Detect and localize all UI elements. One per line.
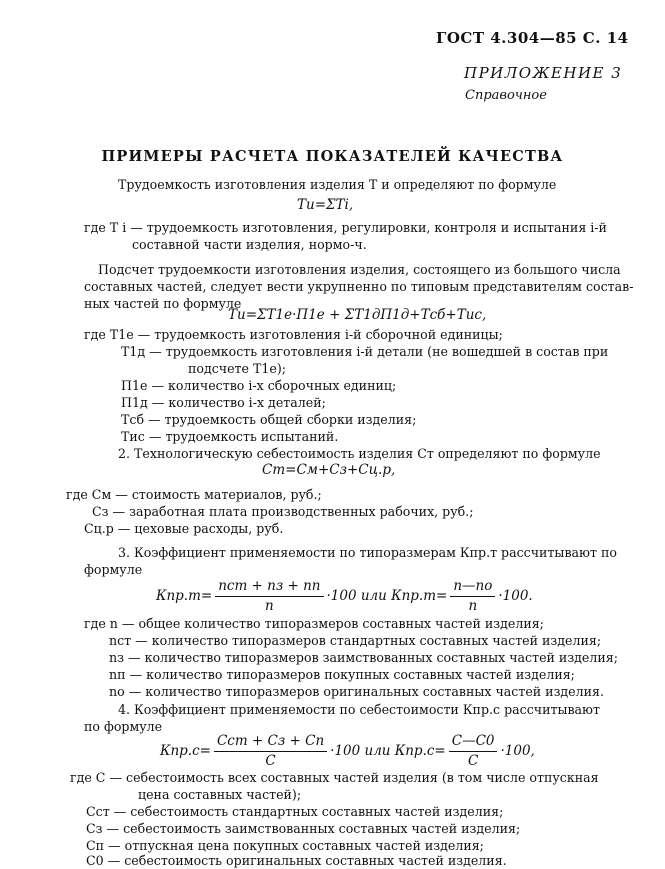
p4-fraction-1-den: n: [265, 598, 274, 615]
p3-def-3: Сц.р — цеховые расходы, руб.: [84, 521, 284, 536]
p4-fraction-2-num: n—nо: [450, 578, 495, 597]
p5-line2: по формуле: [84, 719, 163, 734]
p4-fraction-2: [450, 578, 495, 616]
p4-line1: 3. Коэффициент применяемости по типоразмерам Кпр.т рассчитывают по: [118, 545, 617, 560]
p4-def-1: где n — общее количество типоразмеров составных частей изделия;: [84, 616, 544, 631]
p4-formula-mid: ·100 или Кпр.т=: [326, 588, 448, 605]
p1-intro: Трудоемкость изготовления изделия Т и определяют по формуле: [118, 177, 557, 192]
gost-page-header: ГОСТ 4.304—85 С. 14: [436, 29, 629, 47]
p5-def-3: Сз — себестоимость заимствованных составных частей изделия;: [86, 821, 521, 836]
p5-fraction-1: [214, 733, 327, 771]
appendix-title: ПРИЛОЖЕНИЕ 3: [464, 64, 623, 82]
p3-formula: Ст=См+Сз+Сц.р,: [262, 462, 396, 478]
p5-def-1a: где С — себестоимость всех составных частей изделия (в том числе отпускная: [70, 770, 599, 785]
p5-fraction-1-den: С: [265, 753, 276, 770]
p4-formula-lhs1: Кпр.т=: [156, 588, 213, 605]
p4-fraction-1: [215, 578, 323, 616]
p4-formula-end: ·100.: [498, 588, 533, 605]
p4-formula: [156, 578, 533, 616]
p2-line2: составных частей, следует вести укрупненно по типовым представителям состав-: [84, 279, 634, 294]
p5-def-2: Сст — себестоимость стандартных составных частей изделия;: [86, 804, 504, 819]
p4-def-5: nо — количество типоразмеров оригинальных составных частей изделия.: [109, 684, 604, 699]
p5-fraction-1-num: Сст + Сз + Сп: [214, 733, 327, 752]
p2-formula: Ти=ΣТ1е·П1е + ΣТ1дП1д+Тсб+Тис,: [228, 307, 487, 323]
p5-def-1b: цена составных частей);: [138, 787, 302, 802]
section-title: ПРИМЕРЫ РАСЧЕТА ПОКАЗАТЕЛЕЙ КАЧЕСТВА: [101, 148, 564, 165]
p1-where-line2: составной части изделия, нормо-ч.: [132, 237, 367, 252]
p2-def-3: П1е — количество i-х сборочных единиц;: [121, 378, 397, 393]
p5-fraction-2-num: С—С0: [449, 733, 498, 752]
p1-where-line1: где Т i — трудоемкость изготовления, регулировки, контроля и испытания i-й: [84, 220, 607, 235]
appendix-kind: Справочное: [465, 88, 547, 103]
p2-def-1: где Т1е — трудоемкость изготовления i-й сборочной единицы;: [84, 327, 503, 342]
p3-def-2: Сз — заработная плата производственных рабочих, руб.;: [92, 504, 474, 519]
p4-def-2: nст — количество типоразмеров стандартных составных частей изделия;: [109, 633, 602, 648]
p5-formula-lhs1: Кпр.с=: [160, 743, 211, 760]
p5-formula-mid: ·100 или Кпр.с=: [330, 743, 446, 760]
p4-def-4: nп — количество типоразмеров покупных составных частей изделия;: [109, 667, 575, 682]
p2-line3: ных частей по формуле: [84, 296, 242, 311]
p4-fraction-2-den: n: [468, 598, 478, 615]
p2-def-4: П1д — количество i-х деталей;: [121, 395, 326, 410]
p1-formula: Ти=ΣТi,: [297, 197, 354, 213]
p4-fraction-1-num: nст + nз + nп: [215, 578, 323, 597]
p2-def-2b: подсчете Т1е);: [188, 361, 287, 376]
p4-line2: формуле: [84, 562, 143, 577]
p5-formula-end: ·100,: [500, 743, 535, 760]
p5-line1: 4. Коэффициент применяемости по себестоимости Кпр.с рассчитывают: [118, 702, 600, 717]
p5-def-5: С0 — себестоимость оригинальных составных частей изделия.: [86, 853, 507, 868]
p3-intro: 2. Технологическую себестоимость изделия Ст определяют по формуле: [118, 446, 601, 461]
p5-formula: [160, 733, 535, 771]
p2-def-6: Тис — трудоемкость испытаний.: [121, 429, 339, 444]
p5-fraction-2: [449, 733, 498, 771]
p2-def-2a: Т1д — трудоемкость изготовления i-й детали (не вошедшей в состав при: [121, 344, 609, 359]
p5-def-4: Сп — отпускная цена покупных составных частей изделия;: [86, 838, 484, 853]
p4-def-3: nз — количество типоразмеров заимствованных составных частей изделия;: [109, 650, 618, 665]
p2-def-5: Тсб — трудоемкость общей сборки изделия;: [121, 412, 417, 427]
p2-line1: Подсчет трудоемкости изготовления изделия, состоящего из большого числа: [98, 262, 621, 277]
p3-def-1: где См — стоимость материалов, руб.;: [66, 487, 322, 502]
p5-fraction-2-den: С: [467, 753, 479, 770]
